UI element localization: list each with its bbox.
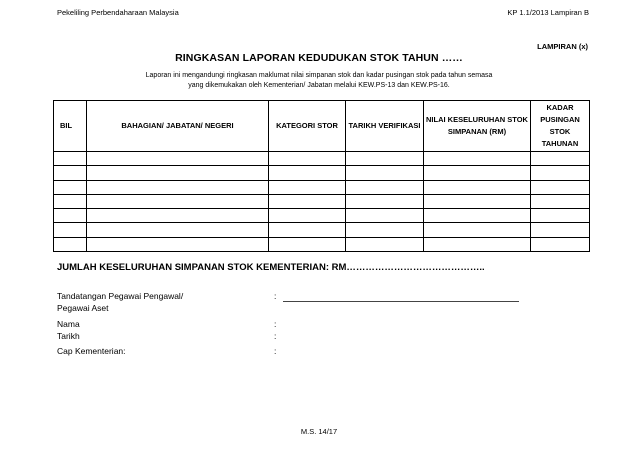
column-header-kategori: KATEGORI STOR bbox=[269, 101, 346, 152]
page-title: RINGKASAN LAPORAN KEDUDUKAN STOK TAHUN …… bbox=[175, 52, 463, 64]
table-cell[interactable] bbox=[87, 237, 269, 251]
table-cell[interactable] bbox=[87, 152, 269, 166]
table-row bbox=[54, 194, 590, 208]
table-cell[interactable] bbox=[424, 180, 531, 194]
table-cell[interactable] bbox=[531, 180, 590, 194]
intro-line-2: yang dikemukakan oleh Kementerian/ Jabatan melalui KEW.PS-13 dan KEW.PS-16. bbox=[188, 82, 450, 89]
cap-colon: : bbox=[274, 346, 277, 356]
table-cell[interactable] bbox=[54, 209, 87, 223]
column-header-tarikh: TARIKH VERIFIKASI bbox=[346, 101, 424, 152]
table-cell[interactable] bbox=[346, 152, 424, 166]
table-row bbox=[54, 180, 590, 194]
nama-label: Nama bbox=[57, 319, 80, 329]
table-cell[interactable] bbox=[346, 180, 424, 194]
table-cell[interactable] bbox=[87, 223, 269, 237]
table-cell[interactable] bbox=[424, 194, 531, 208]
stock-summary-table bbox=[53, 100, 590, 252]
table-cell[interactable] bbox=[346, 166, 424, 180]
table-cell[interactable] bbox=[269, 166, 346, 180]
table-cell[interactable] bbox=[424, 209, 531, 223]
table-row bbox=[54, 237, 590, 251]
table-cell[interactable] bbox=[54, 194, 87, 208]
nama-colon: : bbox=[274, 319, 277, 329]
table-cell[interactable] bbox=[87, 209, 269, 223]
table-cell[interactable] bbox=[269, 152, 346, 166]
signature-colon: : bbox=[274, 291, 277, 301]
table-cell[interactable] bbox=[531, 194, 590, 208]
table-cell[interactable] bbox=[87, 180, 269, 194]
table-cell[interactable] bbox=[424, 237, 531, 251]
table-cell[interactable] bbox=[54, 180, 87, 194]
table-cell[interactable] bbox=[54, 237, 87, 251]
table-cell[interactable] bbox=[269, 237, 346, 251]
table-row bbox=[54, 223, 590, 237]
table-cell[interactable] bbox=[269, 209, 346, 223]
table-cell[interactable] bbox=[269, 180, 346, 194]
table-cell[interactable] bbox=[531, 237, 590, 251]
table-cell[interactable] bbox=[269, 223, 346, 237]
header-left: Pekeliling Perbendaharaan Malaysia bbox=[57, 8, 179, 17]
table-cell[interactable] bbox=[54, 152, 87, 166]
tarikh-label: Tarikh bbox=[57, 331, 80, 341]
lampiran-label: LAMPIRAN (x) bbox=[537, 42, 588, 51]
table-cell[interactable] bbox=[346, 209, 424, 223]
table-cell[interactable] bbox=[54, 166, 87, 180]
column-header-bil: BIL bbox=[54, 101, 87, 152]
signature-label-line-1: Tandatangan Pegawai Pengawal/ bbox=[57, 291, 184, 301]
column-header-bahagian: BAHAGIAN/ JABATAN/ NEGERI bbox=[87, 101, 269, 152]
table-row bbox=[54, 209, 590, 223]
table-cell[interactable] bbox=[87, 166, 269, 180]
table-cell[interactable] bbox=[531, 209, 590, 223]
table-header-row bbox=[54, 101, 590, 152]
table-cell[interactable] bbox=[346, 194, 424, 208]
header-right: KP 1.1/2013 Lampiran B bbox=[507, 8, 589, 17]
tarikh-colon: : bbox=[274, 331, 277, 341]
intro-text bbox=[100, 71, 538, 91]
table-cell[interactable] bbox=[87, 194, 269, 208]
table-cell[interactable] bbox=[346, 237, 424, 251]
table-cell[interactable] bbox=[424, 166, 531, 180]
signature-line[interactable] bbox=[283, 301, 519, 302]
intro-line-1: Laporan ini mengandungi ringkasan maklumat nilai simpanan stok dan kadar pusingan stok pada tahun semasa bbox=[145, 72, 493, 79]
signature-label-line-2: Pegawai Aset bbox=[57, 303, 109, 313]
table-row bbox=[54, 166, 590, 180]
column-header-nilai: NILAI KESELURUHAN STOK SIMPANAN (RM) bbox=[424, 101, 531, 152]
total-stock-line: JUMLAH KESELURUHAN SIMPANAN STOK KEMENTERIAN: RM…………………………………….. bbox=[57, 262, 485, 273]
table-cell[interactable] bbox=[424, 223, 531, 237]
column-header-kadar: KADAR PUSINGAN STOK TAHUNAN bbox=[531, 101, 590, 152]
table-cell[interactable] bbox=[531, 223, 590, 237]
page-number: M.S. 14/17 bbox=[300, 427, 338, 436]
table-cell[interactable] bbox=[424, 152, 531, 166]
table-cell[interactable] bbox=[531, 166, 590, 180]
cap-label: Cap Kementerian: bbox=[57, 346, 126, 356]
table-cell[interactable] bbox=[346, 223, 424, 237]
table-cell[interactable] bbox=[531, 152, 590, 166]
table-row bbox=[54, 152, 590, 166]
table-cell[interactable] bbox=[54, 223, 87, 237]
table-cell[interactable] bbox=[269, 194, 346, 208]
